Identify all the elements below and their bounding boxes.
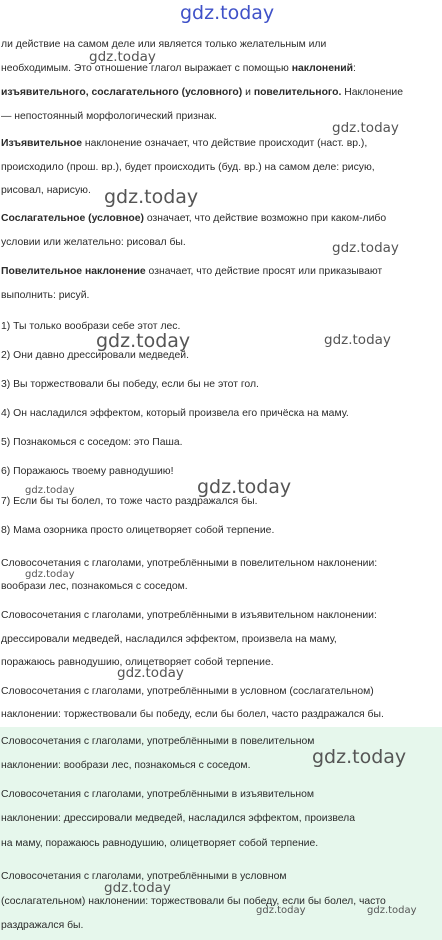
answer-line: Словосочетания с глаголами, употреблёнными в условном (сослагательном) bbox=[1, 686, 374, 697]
header-watermark: gdz.today bbox=[180, 2, 275, 24]
watermark: gdz.today bbox=[324, 332, 391, 348]
answer-line: Словосочетания с глаголами, употреблёнными в повелительном наклонении: bbox=[1, 558, 378, 569]
sentence-item: 4) Он насладился эффектом, который произвела его причёска на маму. bbox=[1, 408, 349, 419]
answer-line: раздражался бы. bbox=[1, 920, 84, 931]
theory-line: условии или желательно: рисовал бы. bbox=[1, 237, 186, 248]
theory-line: изъявительного, сослагательного (условного) и повелительного. Наклонение bbox=[1, 87, 403, 98]
watermark: gdz.today bbox=[117, 665, 184, 681]
answer-line: Словосочетания с глаголами, употреблёнными в изъявительном bbox=[1, 789, 315, 800]
sentence-item: 6) Поражаюсь твоему равнодушию! bbox=[1, 466, 174, 477]
watermark: gdz.today bbox=[104, 880, 171, 896]
sentence-item: 3) Вы торжествовали бы победу, если бы не этот гол. bbox=[1, 379, 259, 390]
answer-line: на маму, поражаюсь равнодушию, олицетворяет собой терпение. bbox=[1, 838, 319, 849]
answer-line: (сослагательном) наклонении: торжествовали бы победу, если бы болел, часто bbox=[1, 896, 386, 907]
watermark: gdz.today bbox=[25, 569, 75, 580]
watermark: gdz.today bbox=[96, 330, 191, 352]
answer-line: поражаюсь равнодушию, олицетворяет собой терпение. bbox=[1, 657, 274, 668]
theory-line: Сослагательное (условное) означает, что действие возможно при каком-либо bbox=[1, 213, 387, 224]
answer-line: наклонении: торжествовали бы победу, если бы болел, часто раздражался бы. bbox=[1, 709, 384, 720]
answer-line: дрессировали медведей, насладился эффектом, произвела на маму, bbox=[1, 634, 337, 645]
watermark: gdz.today bbox=[256, 905, 306, 916]
theory-line: ли действие на самом деле или является только желательным или bbox=[1, 39, 327, 50]
sentence-item: 8) Мама озорника просто олицетворяет собой терпение. bbox=[1, 525, 275, 536]
theory-line: выполнить: рисуй. bbox=[1, 290, 90, 301]
answer-line: наклонении: дрессировали медведей, насладился эффектом, произвела bbox=[1, 813, 356, 824]
theory-line: Изъявительное наклонение означает, что действие происходит (наст. вр.), bbox=[1, 138, 368, 149]
theory-line: необходимым. Это отношение глагол выражает с помощью наклонений: bbox=[1, 63, 356, 74]
watermark: gdz.today bbox=[197, 476, 292, 498]
theory-line: происходило (прош. вр.), будет происходить (буд. вр.) на самом деле: рисую, bbox=[1, 162, 375, 173]
watermark: gdz.today bbox=[367, 905, 417, 916]
sentence-item: 1) Ты только вообрази себе этот лес. bbox=[1, 321, 181, 332]
answer-line: Словосочетания с глаголами, употреблёнными в изъявительном наклонении: bbox=[1, 610, 377, 621]
theory-line: рисовал, нарисую. bbox=[1, 185, 91, 196]
watermark: gdz.today bbox=[25, 485, 75, 496]
watermark: gdz.today bbox=[89, 49, 156, 65]
theory-line: — непостоянный морфологический признак. bbox=[1, 111, 217, 122]
answer-line: Словосочетания с глаголами, употреблёнными в условном bbox=[1, 871, 287, 882]
watermark: gdz.today bbox=[332, 120, 399, 136]
sentence-item: 2) Они давно дрессировали медведей. bbox=[1, 350, 189, 361]
sentence-item: 5) Познакомься с соседом: это Паша. bbox=[1, 437, 183, 448]
watermark: gdz.today bbox=[312, 746, 407, 768]
watermark: gdz.today bbox=[332, 240, 399, 256]
watermark: gdz.today bbox=[104, 186, 199, 208]
answer-line: наклонении: вообрази лес, познакомься с соседом. bbox=[1, 760, 251, 771]
answer-line: вообрази лес, познакомься с соседом. bbox=[1, 581, 188, 592]
sentence-item: 7) Если бы ты болел, то тоже часто раздражался бы. bbox=[1, 496, 258, 507]
answer-line: Словосочетания с глаголами, употреблёнными в повелительном bbox=[1, 736, 315, 747]
theory-line: Повелительное наклонение означает, что действие просят или приказывают bbox=[1, 266, 383, 277]
